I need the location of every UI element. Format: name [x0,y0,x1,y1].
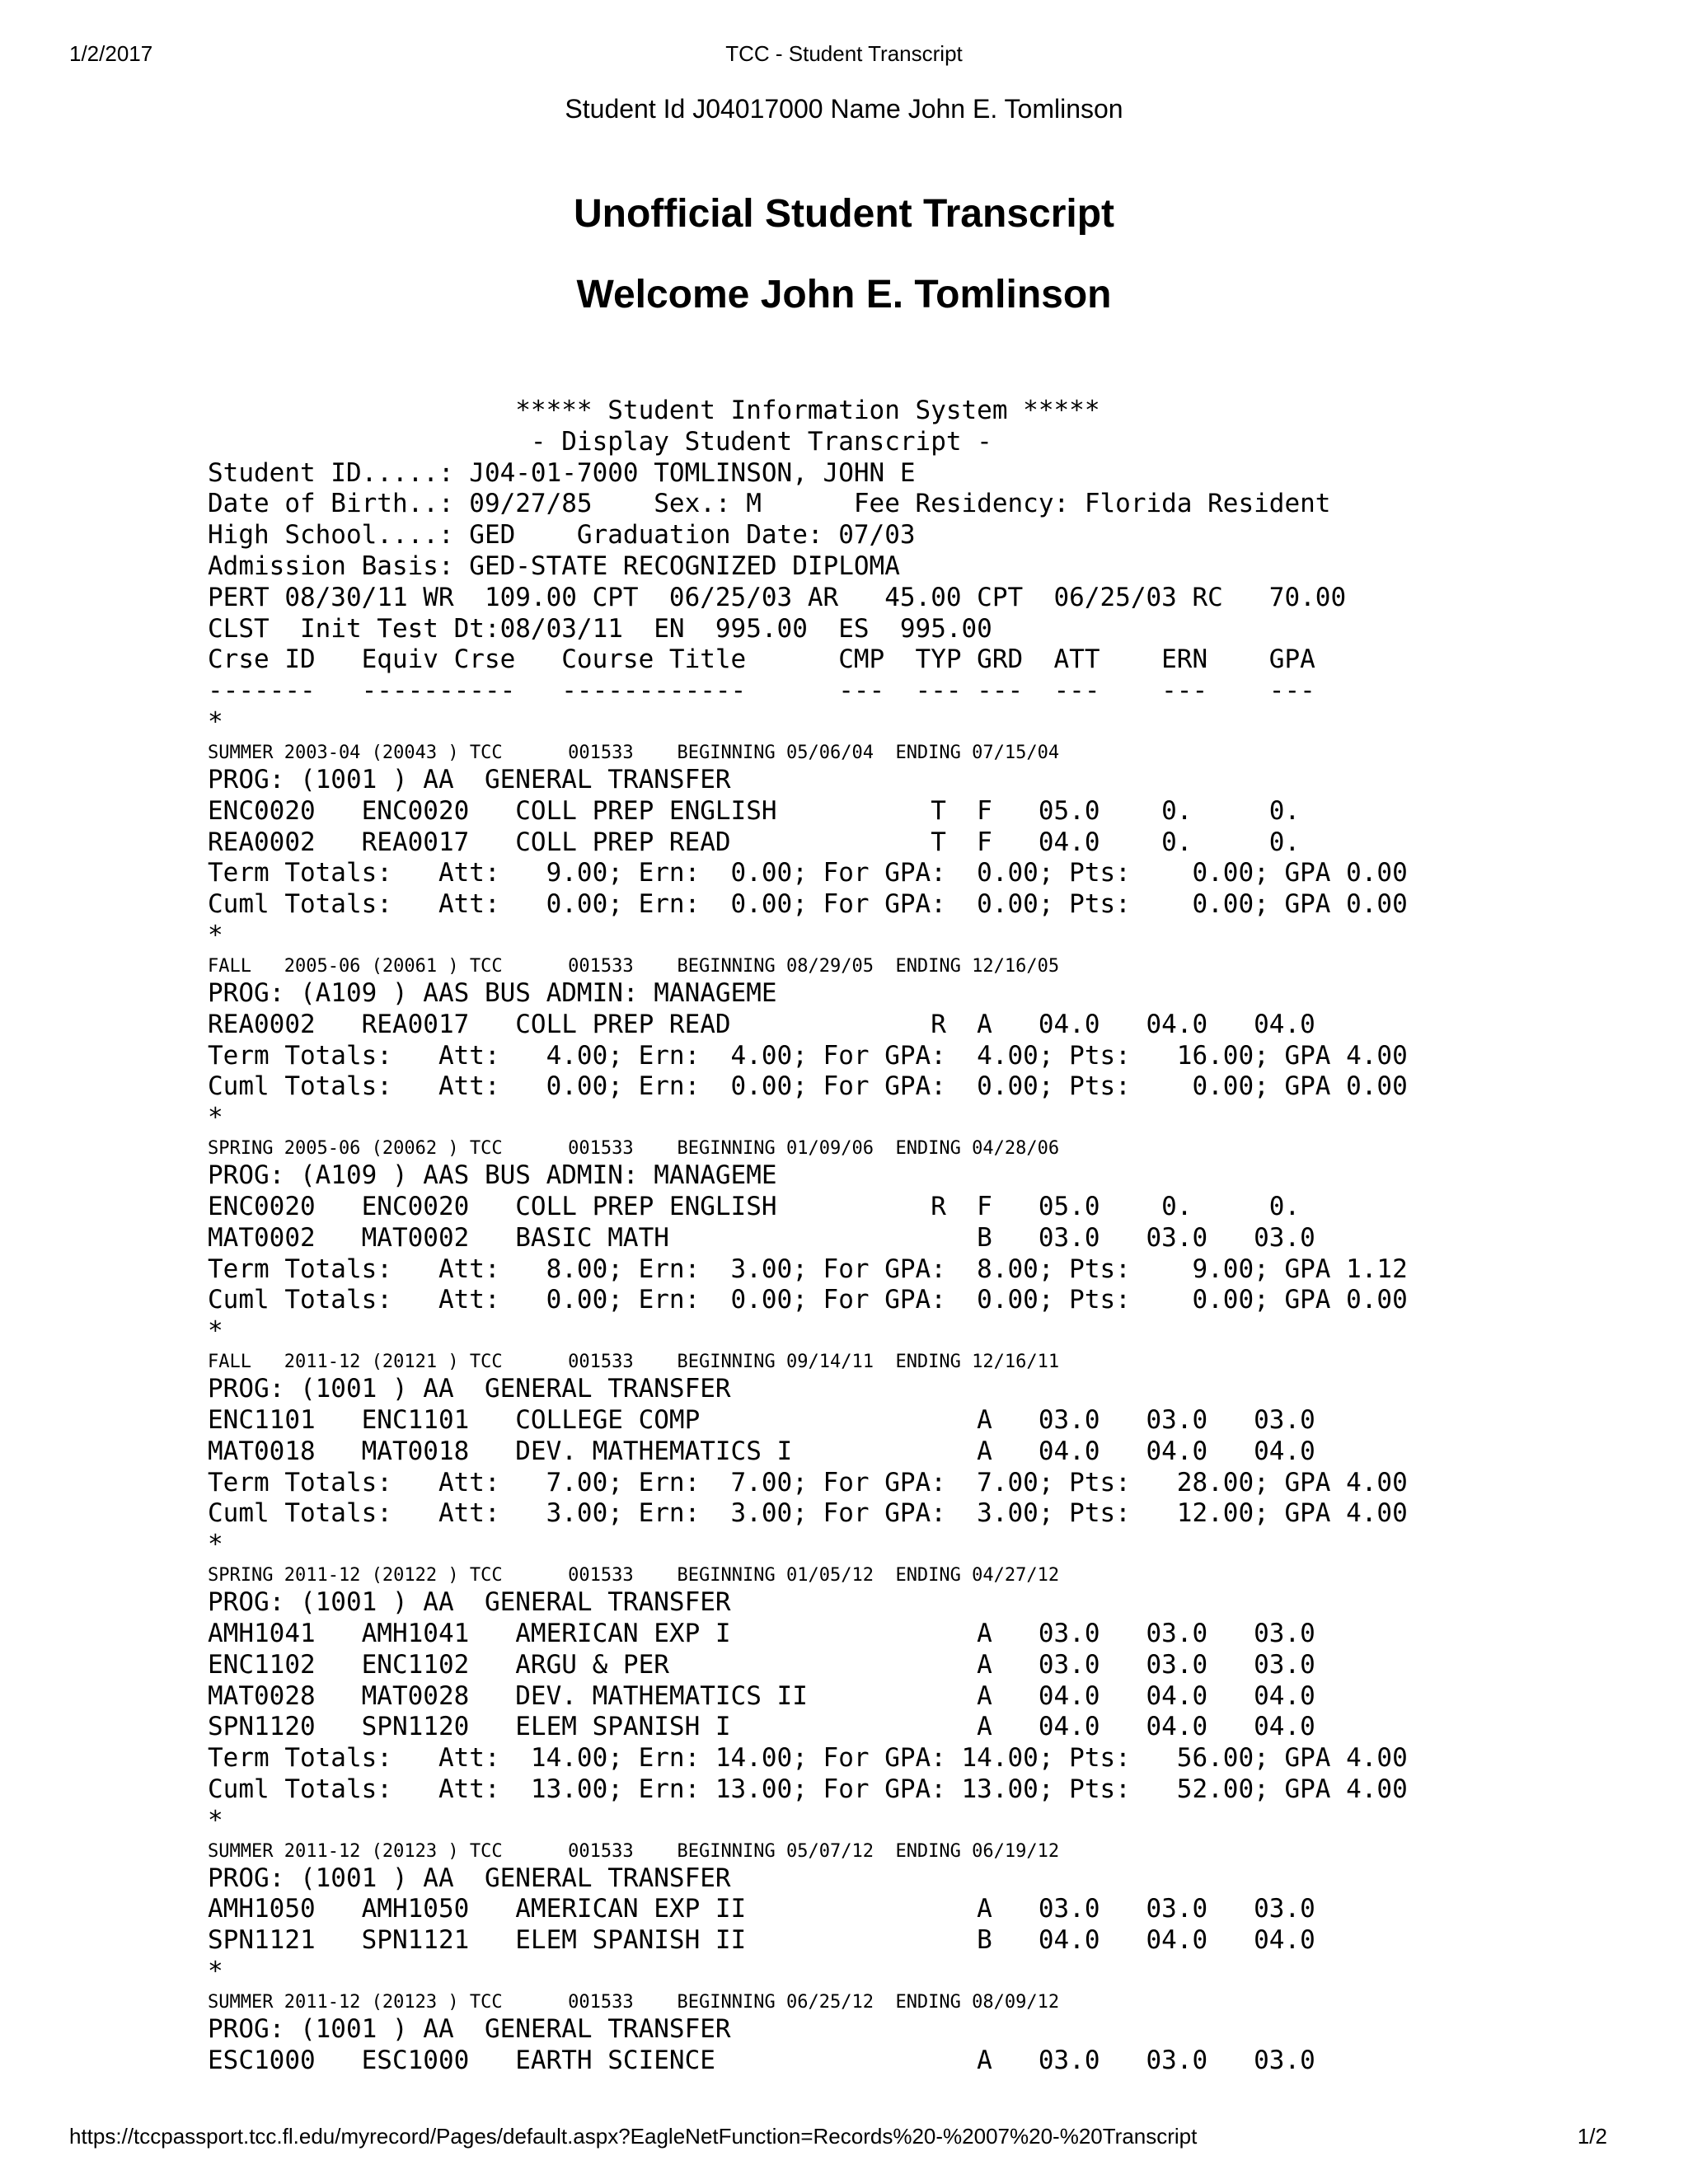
term-separator: * [208,1530,223,1560]
term-header-line: SUMMER 2003-04 (20043 ) TCC 001533 BEGINNING 05/06/04 ENDING 07/15/04 [208,742,1060,763]
transcript-line: ------- ---------- ------------ --- --- --- --- --- --- [208,676,1315,706]
term-separator: * [208,920,223,950]
term-header-line: SUMMER 2011-12 (20123 ) TCC 001533 BEGINNING 05/07/12 ENDING 06/19/12 [208,1840,1060,1862]
transcript-line: AMH1050 AMH1050 AMERICAN EXP II A 03.0 03.0 03.0 [208,1894,1315,1924]
transcript-line: SPN1120 SPN1120 ELEM SPANISH I A 04.0 04.0 04.0 [208,1712,1315,1742]
transcript-line: Term Totals: Att: 8.00; Ern: 3.00; For GPA: 8.00; Pts: 9.00; GPA 1.12 [208,1254,1408,1284]
transcript-line: SPN1121 SPN1121 ELEM SPANISH II B 04.0 04.0 04.0 [208,1925,1315,1956]
transcript-line: PROG: (A109 ) AAS BUS ADMIN: MANAGEME [208,977,777,1008]
print-footer-url[interactable]: https://tccpassport.tcc.fl.edu/myrecord/Pages/default.aspx?EagleNetFunction=Records%20-%2007%20-%20Transcript [69,2124,1198,2149]
transcript-line: PROG: (1001 ) AA GENERAL TRANSFER [208,764,731,794]
term-separator: * [208,1103,223,1133]
transcript-line: PROG: (1001 ) AA GENERAL TRANSFER [208,2014,731,2045]
term-separator: * [208,706,223,737]
print-date: 1/2/2017 [69,41,153,66]
print-page-title: TCC - Student Transcript [725,41,963,66]
transcript-line: Cuml Totals: Att: 13.00; Ern: 13.00; For GPA: 13.00; Pts: 52.00; GPA 4.00 [208,1774,1408,1804]
transcript-line: High School....: GED Graduation Date: 07/03 [208,520,916,551]
term-header-line: SPRING 2011-12 (20122 ) TCC 001533 BEGINNING 01/05/12 ENDING 04/27/12 [208,1565,1060,1586]
print-page-number: 1/2 [1577,2124,1607,2149]
transcript-line: AMH1041 AMH1041 AMERICAN EXP I A 03.0 03.0 03.0 [208,1618,1315,1648]
transcript-line: Term Totals: Att: 4.00; Ern: 4.00; For GPA: 4.00; Pts: 16.00; GPA 4.00 [208,1040,1408,1071]
transcript-line: Term Totals: Att: 9.00; Ern: 0.00; For GPA: 0.00; Pts: 0.00; GPA 0.00 [208,858,1408,888]
transcript-line: Cuml Totals: Att: 0.00; Ern: 0.00; For GPA: 0.00; Pts: 0.00; GPA 0.00 [208,1071,1408,1102]
transcript-line: ESC1000 ESC1000 EARTH SCIENCE A 03.0 03.0 03.0 [208,2045,1315,2075]
transcript-line: CLST Init Test Dt:08/03/11 EN 995.00 ES 995.00 [208,613,992,644]
term-header-line: SUMMER 2011-12 (20123 ) TCC 001533 BEGINNING 06/25/12 ENDING 08/09/12 [208,1992,1060,2013]
transcript-line: ENC1102 ENC1102 ARGU & PER A 03.0 03.0 03.0 [208,1649,1315,1680]
transcript-text-block [208,396,1408,2077]
term-separator: * [208,1957,223,1987]
transcript-line: Term Totals: Att: 14.00; Ern: 14.00; For GPA: 14.00; Pts: 56.00; GPA 4.00 [208,1743,1408,1774]
transcript-line: MAT0002 MAT0002 BASIC MATH B 03.0 03.0 03.0 [208,1222,1315,1253]
term-header-line: FALL 2011-12 (20121 ) TCC 001533 BEGINNING 09/14/11 ENDING 12/16/11 [208,1352,1060,1373]
transcript-line: PROG: (A109 ) AAS BUS ADMIN: MANAGEME [208,1160,777,1191]
transcript-line: Admission Basis: GED-STATE RECOGNIZED DIPLOMA [208,551,900,581]
page-title: Unofficial Student Transcript [573,192,1115,236]
transcript-line: Cuml Totals: Att: 0.00; Ern: 0.00; For GPA: 0.00; Pts: 0.00; GPA 0.00 [208,889,1408,920]
transcript-line: ENC1101 ENC1101 COLLEGE COMP A 03.0 03.0 03.0 [208,1404,1315,1435]
transcript-line: PROG: (1001 ) AA GENERAL TRANSFER [208,1587,731,1618]
transcript-line: Crse ID Equiv Crse Course Title CMP TYP GRD ATT ERN GPA [208,644,1315,675]
transcript-line: MAT0028 MAT0028 DEV. MATHEMATICS II A 04.0 04.0 04.0 [208,1680,1315,1711]
transcript-line: ENC0020 ENC0020 COLL PREP ENGLISH R F 05.0 0. 0. [208,1191,1301,1221]
welcome-heading: Welcome John E. Tomlinson [576,273,1112,316]
transcript-line: ENC0020 ENC0020 COLL PREP ENGLISH T F 05.0 0. 0. [208,795,1301,826]
transcript-line: - Display Student Transcript - [208,426,992,457]
term-header-line: SPRING 2005-06 (20062 ) TCC 001533 BEGINNING 01/09/06 ENDING 04/28/06 [208,1138,1060,1160]
transcript-line: PROG: (1001 ) AA GENERAL TRANSFER [208,1863,731,1893]
transcript-line: REA0002 REA0017 COLL PREP READ R A 04.0 04.0 04.0 [208,1009,1315,1039]
transcript-line: Date of Birth..: 09/27/85 Sex.: M Fee Residency: Florida Resident [208,489,1331,519]
term-separator: * [208,1316,223,1347]
transcript-line: PERT 08/30/11 WR 109.00 CPT 06/25/03 AR 45.00 CPT 06/25/03 RC 70.00 [208,582,1347,612]
transcript-line: Student ID.....: J04-01-7000 TOMLINSON, JOHN E [208,457,916,488]
transcript-line: ***** Student Information System ***** [208,396,1100,425]
transcript-line: Term Totals: Att: 7.00; Ern: 7.00; For GPA: 7.00; Pts: 28.00; GPA 4.00 [208,1467,1408,1497]
transcript-line: Cuml Totals: Att: 0.00; Ern: 0.00; For GPA: 0.00; Pts: 0.00; GPA 0.00 [208,1285,1408,1315]
transcript-line: PROG: (1001 ) AA GENERAL TRANSFER [208,1374,731,1404]
student-id-name-line: Student Id J04017000 Name John E. Tomlinson [565,94,1123,124]
term-separator: * [208,1805,223,1835]
transcript-line: Cuml Totals: Att: 3.00; Ern: 3.00; For GPA: 3.00; Pts: 12.00; GPA 4.00 [208,1498,1408,1529]
transcript-line: REA0002 REA0017 COLL PREP READ T F 04.0 0. 0. [208,827,1301,857]
term-header-line: FALL 2005-06 (20061 ) TCC 001533 BEGINNING 08/29/05 ENDING 12/16/05 [208,955,1060,977]
transcript-line: MAT0018 MAT0018 DEV. MATHEMATICS I A 04.0 04.0 04.0 [208,1436,1315,1466]
